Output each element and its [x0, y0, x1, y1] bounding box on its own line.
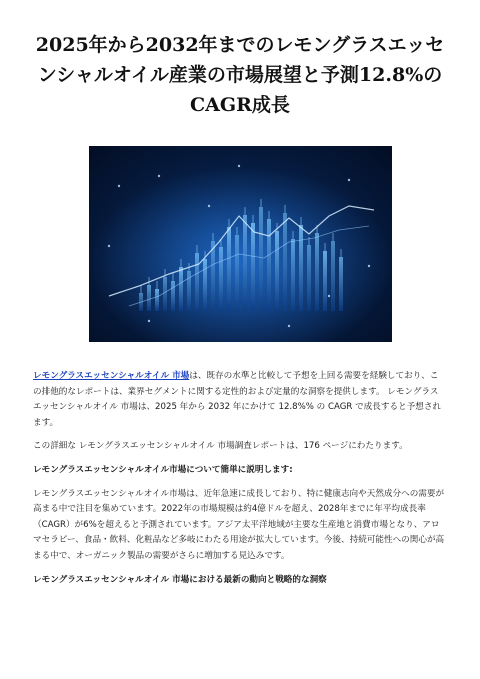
hero-bar [203, 259, 207, 311]
page-title: 2025年から2032年までのレモングラスエッセンシャルオイル産業の市場展望と予測12.8%のCAGR成長 [35, 34, 445, 116]
hero-bar [331, 241, 335, 311]
hero-bar [211, 241, 215, 311]
hero-bar [299, 225, 303, 311]
hero-dot [238, 165, 240, 167]
hero-bar [179, 267, 183, 311]
market-link[interactable]: レモングラスエッセンシャルオイル 市場 [33, 371, 190, 381]
hero-bar [243, 215, 247, 311]
hero-dot [118, 185, 120, 187]
hero-image [89, 146, 392, 342]
hero-dot [328, 295, 330, 297]
hero-bar [251, 223, 255, 311]
hero-bar [171, 281, 175, 311]
financial-chart-image [89, 146, 392, 342]
hero-dot [348, 179, 350, 181]
hero-bar [259, 207, 263, 311]
intro-paragraph [33, 369, 447, 431]
hero-bar [315, 233, 319, 311]
section-heading-overview: レモングラスエッセンシャルオイル市場について簡単に説明します: [33, 464, 293, 475]
section-body-overview: レモングラスエッセンシャルオイル市場は、近年急速に成長しており、特に健康志向や天然成分への需要が高まる中で注目を集めています。2022年の市場規模は約4億ドルを超え、2028年までに年平均成長率（CAGR）が6%を超えると予測されています。アジア太平洋地域が主要な生産地と消費市場となり、アロマセラピー、食品・飲料、化粧品など多岐にわたる用途が拡大しています。今後、持続可能性への関心が高まる中で、オーガニック製品の需要がさらに増加する見込みです。 [33, 488, 445, 561]
hero-dot [288, 325, 290, 327]
hero-bar [275, 231, 279, 311]
hero-bar [267, 219, 271, 311]
hero-bar [163, 277, 167, 311]
hero-dot [158, 175, 160, 177]
article-body [33, 369, 447, 596]
hero-bar [323, 251, 327, 311]
hero-bar [227, 227, 231, 311]
hero-dot [108, 245, 110, 247]
hero-bar [219, 247, 223, 311]
hero-dot [368, 265, 370, 267]
intro-text: は、既存の水準と比較して予想を上回る需要を経験しており、この排他的なレポートは、業界セグメントに関する定性的および定量的な洞察を提供します。 レモングラスエッセンシャルオイル 市場は、2025 年から 2032 年にかけて 12.8%% の CAGR で成長すると予想されます。 [33, 371, 442, 428]
hero-bar [291, 239, 295, 311]
hero-bar [339, 257, 343, 311]
hero-bar [283, 213, 287, 311]
pages-paragraph: この詳細な レモングラスエッセンシャルオイル 市場調査レポートは、176 ページにわたります。 [33, 441, 408, 452]
section-heading-trends: レモングラスエッセンシャルオイル 市場における最新の動向と戦略的な洞察 [33, 574, 327, 585]
hero-bar [195, 253, 199, 311]
hero-bar [155, 289, 159, 311]
hero-bar [235, 235, 239, 311]
hero-dot [208, 205, 210, 207]
hero-bar [147, 285, 151, 311]
hero-bar [307, 245, 311, 311]
hero-dot [148, 320, 150, 322]
